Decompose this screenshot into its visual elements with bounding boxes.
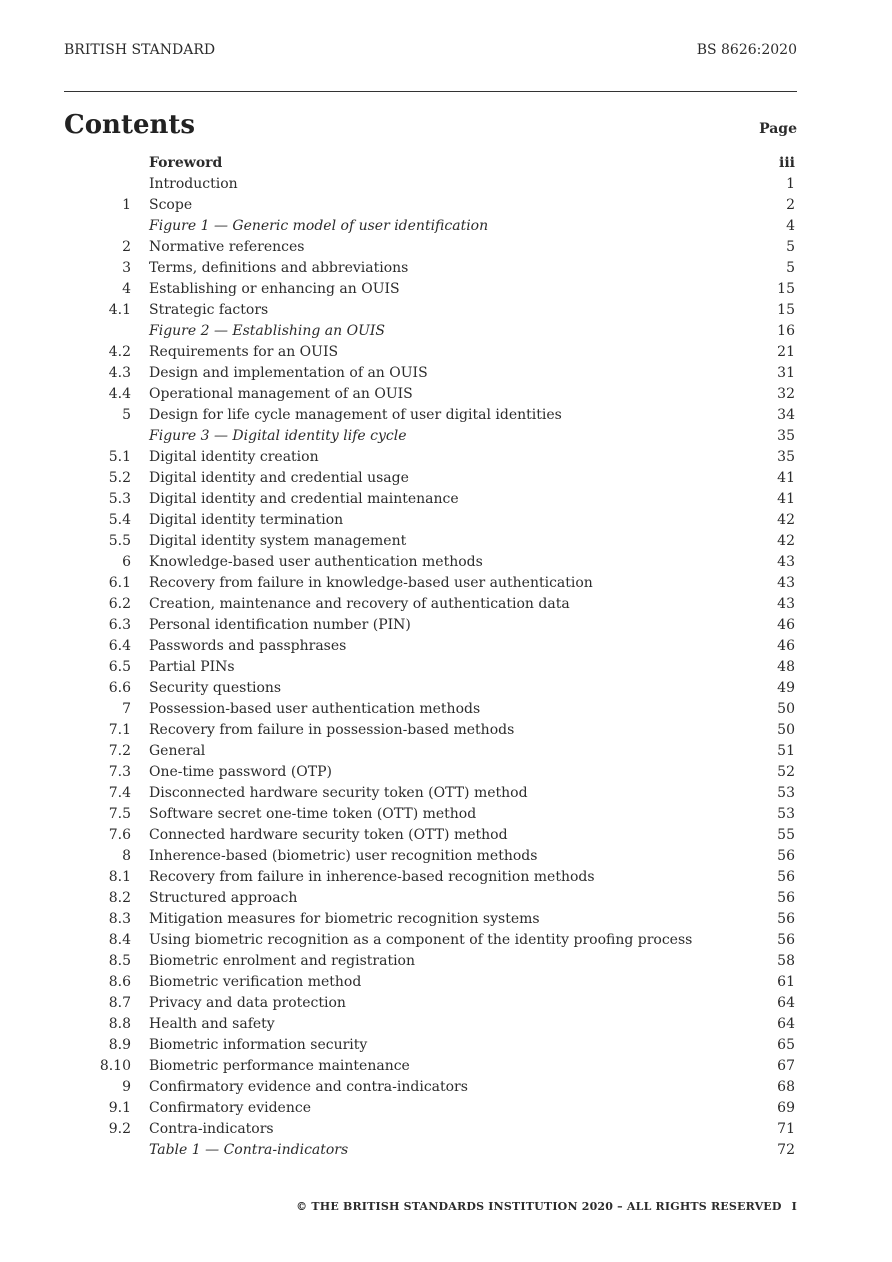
toc-entry[interactable]: [64, 867, 797, 888]
toc-entry[interactable]: [64, 426, 797, 447]
toc-entry-title[interactable]: Using biometric recognition as a component of the identity proofing process: [149, 932, 693, 948]
toc-entry-title[interactable]: Operational management of an OUIS: [149, 386, 413, 402]
toc-entry-page: 71: [777, 1121, 795, 1137]
toc-entry-title[interactable]: Figure 3 — Digital identity life cycle: [149, 428, 407, 444]
toc-entry-page: 53: [777, 785, 795, 801]
toc-entry[interactable]: [64, 573, 797, 594]
toc-entry-title[interactable]: Digital identity termination: [149, 512, 344, 528]
toc-entry-title[interactable]: Requirements for an OUIS: [149, 344, 339, 360]
toc-entry[interactable]: [64, 342, 797, 363]
toc-entry-number: 4: [122, 281, 131, 297]
toc-entry[interactable]: [64, 762, 797, 783]
toc-entry[interactable]: [64, 636, 797, 657]
toc-entry[interactable]: [64, 405, 797, 426]
toc-entry-title[interactable]: General: [149, 743, 206, 759]
toc-entry[interactable]: [64, 1098, 797, 1119]
toc-entry-page: 55: [777, 827, 795, 843]
page-title: Contents: [64, 110, 196, 140]
toc-entry-number: 5.2: [108, 470, 131, 486]
toc-entry-number: 8.1: [108, 869, 131, 885]
toc-entry-page: 50: [777, 701, 795, 717]
toc-entry-number: 6.4: [108, 638, 131, 654]
toc-entry[interactable]: [64, 678, 797, 699]
toc-entry[interactable]: [64, 279, 797, 300]
toc-entry-title[interactable]: Personal identification number (PIN): [149, 617, 411, 633]
toc-entry-page: 56: [777, 890, 795, 906]
toc-entry-title[interactable]: Terms, definitions and abbreviations: [149, 260, 409, 276]
toc-entry-page: 48: [777, 659, 795, 675]
toc-entry-title[interactable]: Scope: [149, 197, 193, 213]
toc-entry[interactable]: [64, 909, 797, 930]
toc-entry-title[interactable]: Biometric enrolment and registration: [149, 953, 415, 969]
toc-entry-number: 8: [122, 848, 131, 864]
toc-entry-number: 7.5: [108, 806, 131, 822]
toc-entry[interactable]: [64, 1077, 797, 1098]
toc-entry-page: 69: [777, 1100, 795, 1116]
toc-entry-page: 56: [777, 911, 795, 927]
toc-entry[interactable]: [64, 237, 797, 258]
toc-entry-number: 2: [122, 239, 131, 255]
toc-entry-page: 15: [777, 302, 795, 318]
toc-entry-page: 46: [777, 617, 795, 633]
toc-entry[interactable]: [64, 888, 797, 909]
toc-entry[interactable]: [64, 930, 797, 951]
toc-entry-title[interactable]: Foreword: [149, 155, 223, 171]
toc-entry-number: 6: [122, 554, 131, 570]
toc-entry-page: 41: [777, 491, 795, 507]
toc-entry-page: 35: [777, 449, 795, 465]
toc-entry-title[interactable]: Confirmatory evidence and contra-indicators: [149, 1079, 468, 1095]
toc-entry-number: 9.1: [108, 1100, 131, 1116]
toc-entry[interactable]: [64, 489, 797, 510]
toc-entry-page: 65: [777, 1037, 795, 1053]
toc-entry-page: 61: [777, 974, 795, 990]
toc-entry-page: 52: [777, 764, 795, 780]
toc-entry-number: 8.2: [108, 890, 131, 906]
toc-entry[interactable]: [64, 972, 797, 993]
toc-entry-title[interactable]: Possession-based user authentication methods: [149, 701, 481, 717]
toc-entry-number: 4.4: [108, 386, 131, 402]
toc-entry-page: 56: [777, 869, 795, 885]
toc-entry[interactable]: [64, 321, 797, 342]
toc-entry[interactable]: [64, 1035, 797, 1056]
toc-entry-number: 8.7: [108, 995, 131, 1011]
toc-entry-number: 9.2: [108, 1121, 131, 1137]
toc-entry-title[interactable]: Knowledge-based user authentication methods: [149, 554, 483, 570]
toc-entry-number: 8.8: [108, 1016, 131, 1032]
toc-entry-title[interactable]: Biometric performance maintenance: [149, 1058, 410, 1074]
toc-entry-page: 41: [777, 470, 795, 486]
toc-entry-title[interactable]: Normative references: [149, 239, 305, 255]
toc-entry-page: 43: [777, 575, 795, 591]
toc-entry-number: 8.5: [108, 953, 131, 969]
toc-entry-title[interactable]: Recovery from failure in possession-based methods: [149, 722, 515, 738]
toc-entry[interactable]: [64, 1140, 797, 1161]
toc-entry-page: 46: [777, 638, 795, 654]
toc-entry-page: 64: [777, 1016, 795, 1032]
toc-entry-title[interactable]: Establishing or enhancing an OUIS: [149, 281, 400, 297]
toc-entry-page: 2: [786, 197, 795, 213]
toc-entry-title[interactable]: Strategic factors: [149, 302, 269, 318]
toc-entry-title[interactable]: Contra-indicators: [149, 1121, 274, 1137]
toc-entry-number: 7.6: [108, 827, 131, 843]
toc-entry-page: 4: [786, 218, 795, 234]
toc-entry[interactable]: [64, 300, 797, 321]
toc-entry-title[interactable]: Creation, maintenance and recovery of authentication data: [149, 596, 570, 612]
toc-entry-page: 16: [777, 323, 795, 339]
toc-entry[interactable]: [64, 174, 797, 195]
toc-entry[interactable]: [64, 993, 797, 1014]
toc-entry-title[interactable]: Disconnected hardware security token (OTT) method: [149, 785, 528, 801]
header-rule: [64, 91, 797, 92]
toc-entry-title[interactable]: Biometric verification method: [149, 974, 362, 990]
toc-entry-title[interactable]: Connected hardware security token (OTT) method: [149, 827, 508, 843]
toc-entry[interactable]: [64, 468, 797, 489]
toc-entry-number: 8.4: [108, 932, 131, 948]
toc-entry-title[interactable]: Figure 2 — Establishing an OUIS: [149, 323, 386, 339]
page-number: I: [791, 1200, 797, 1213]
toc-entry-page: 51: [777, 743, 795, 759]
toc-entry[interactable]: [64, 216, 797, 237]
toc-entry-page: 53: [777, 806, 795, 822]
toc-entry-page: 68: [777, 1079, 795, 1095]
toc-entry-page: 35: [777, 428, 795, 444]
toc-entry-page: 5: [786, 260, 795, 276]
toc-entry[interactable]: [64, 951, 797, 972]
toc-entry[interactable]: [64, 258, 797, 279]
toc-entry-title[interactable]: Partial PINs: [149, 659, 235, 675]
toc-entry-title[interactable]: Figure 1 — Generic model of user identification: [149, 218, 489, 234]
toc-entry[interactable]: [64, 1014, 797, 1035]
toc-entry-page: 5: [786, 239, 795, 255]
toc-entry-title[interactable]: Software secret one-time token (OTT) method: [149, 806, 477, 822]
toc-entry-number: 6.2: [108, 596, 131, 612]
toc-entry-title[interactable]: Biometric information security: [149, 1037, 368, 1053]
toc-entry-number: 6.1: [108, 575, 131, 591]
toc-entry-number: 4.3: [108, 365, 131, 381]
toc-entry[interactable]: [64, 657, 797, 678]
toc-entry[interactable]: [64, 1056, 797, 1077]
toc-entry-title[interactable]: Digital identity system management: [149, 533, 407, 549]
toc-entry[interactable]: [64, 510, 797, 531]
toc-entry[interactable]: [64, 195, 797, 216]
toc-entry-page: 49: [777, 680, 795, 696]
toc-entry-page: 72: [777, 1142, 795, 1158]
toc-entry-title[interactable]: Inherence-based (biometric) user recognition methods: [149, 848, 538, 864]
toc-entry-number: 5.3: [108, 491, 131, 507]
toc-entry-number: 8.10: [99, 1058, 131, 1074]
toc-entry-number: 7.3: [108, 764, 131, 780]
toc-entry-number: 7.1: [108, 722, 131, 738]
toc-entry-page: 56: [777, 848, 795, 864]
toc-entry[interactable]: [64, 699, 797, 720]
toc-entry-title[interactable]: One-time password (OTP): [149, 764, 332, 780]
toc-entry-page: 34: [777, 407, 795, 423]
toc-entry[interactable]: [64, 804, 797, 825]
toc-entry-title[interactable]: Confirmatory evidence: [149, 1100, 311, 1116]
toc-entry-number: 5.5: [108, 533, 131, 549]
toc-entry-title[interactable]: Digital identity and credential maintenance: [149, 491, 459, 507]
toc-entry-number: 8.3: [108, 911, 131, 927]
toc-entry-title[interactable]: Health and safety: [149, 1016, 275, 1032]
toc-entry[interactable]: [64, 552, 797, 573]
standard-label: BRITISH STANDARD: [64, 42, 216, 58]
toc-entry-number: 6.3: [108, 617, 131, 633]
toc-entry-title[interactable]: Digital identity and credential usage: [149, 470, 409, 486]
toc-entry-page: 67: [777, 1058, 795, 1074]
toc-entry[interactable]: [64, 1119, 797, 1140]
toc-entry-title[interactable]: Privacy and data protection: [149, 995, 346, 1011]
toc-entry-page: 64: [777, 995, 795, 1011]
standard-number: BS 8626:2020: [696, 42, 797, 58]
copyright-notice: © THE BRITISH STANDARDS INSTITUTION 2020 – ALL RIGHTS RESERVED: [296, 1200, 782, 1213]
toc-entry-page: 15: [777, 281, 795, 297]
toc-entry[interactable]: [64, 846, 797, 867]
toc-entry-title[interactable]: Table 1 — Contra-indicators: [149, 1142, 349, 1158]
toc-entry-page: 21: [777, 344, 795, 360]
toc-entry-page: 43: [777, 596, 795, 612]
toc-entry-title[interactable]: Introduction: [149, 176, 238, 192]
toc-entry-number: 4.1: [108, 302, 131, 318]
page-column-label: Page: [759, 121, 797, 137]
toc-entry-page: 50: [777, 722, 795, 738]
toc-entry-number: 8.6: [108, 974, 131, 990]
toc-entry-number: 4.2: [108, 344, 131, 360]
toc-entry-page: 32: [777, 386, 795, 402]
toc-entry-page: 31: [777, 365, 795, 381]
toc-entry[interactable]: [64, 825, 797, 846]
toc-entry-page: 42: [777, 533, 795, 549]
toc-entry-title[interactable]: Structured approach: [149, 890, 298, 906]
toc-entry[interactable]: [64, 615, 797, 636]
toc-entry-title[interactable]: Mitigation measures for biometric recognition systems: [149, 911, 540, 927]
toc-entry[interactable]: [64, 384, 797, 405]
toc-entry-page: 43: [777, 554, 795, 570]
toc-entry-number: 7.4: [108, 785, 131, 801]
toc-entry-number: 5.1: [108, 449, 131, 465]
toc-entry-number: 5.4: [108, 512, 131, 528]
toc-entry[interactable]: [64, 447, 797, 468]
running-header: [64, 41, 797, 59]
toc-entry-number: 1: [122, 197, 131, 213]
toc-entry-page: 1: [786, 176, 795, 192]
toc-entry-page: 56: [777, 932, 795, 948]
toc-entry-number: 9: [122, 1079, 131, 1095]
toc-entry-page: 58: [777, 953, 795, 969]
toc-entry[interactable]: [64, 153, 797, 174]
toc-entry-title[interactable]: Passwords and passphrases: [149, 638, 347, 654]
toc-entry[interactable]: [64, 783, 797, 804]
toc-entry-page: iii: [779, 155, 795, 171]
toc-entry-title[interactable]: Digital identity creation: [149, 449, 319, 465]
toc-entry-title[interactable]: Design for life cycle management of user digital identities: [149, 407, 562, 423]
toc-entry-number: 7: [122, 701, 131, 717]
toc-entry[interactable]: [64, 531, 797, 552]
contents-heading-row: [64, 110, 797, 140]
toc-entry-title[interactable]: Design and implementation of an OUIS: [149, 365, 428, 381]
toc-entry-number: 6.6: [108, 680, 131, 696]
toc-entry-number: 8.9: [108, 1037, 131, 1053]
toc-entry-number: 3: [122, 260, 131, 276]
toc-entry-page: 42: [777, 512, 795, 528]
toc-entry-number: 5: [122, 407, 131, 423]
toc-entry-number: 6.5: [108, 659, 131, 675]
toc-entry-title[interactable]: Security questions: [149, 680, 282, 696]
toc-entry[interactable]: [64, 741, 797, 762]
footer: [296, 1200, 797, 1213]
toc-entry[interactable]: [64, 720, 797, 741]
toc-entry-title[interactable]: Recovery from failure in knowledge-based user authentication: [149, 575, 593, 591]
table-of-contents: [64, 153, 797, 1161]
toc-entry[interactable]: [64, 594, 797, 615]
toc-entry[interactable]: [64, 363, 797, 384]
toc-entry-title[interactable]: Recovery from failure in inherence-based recognition methods: [149, 869, 595, 885]
toc-entry-number: 7.2: [108, 743, 131, 759]
